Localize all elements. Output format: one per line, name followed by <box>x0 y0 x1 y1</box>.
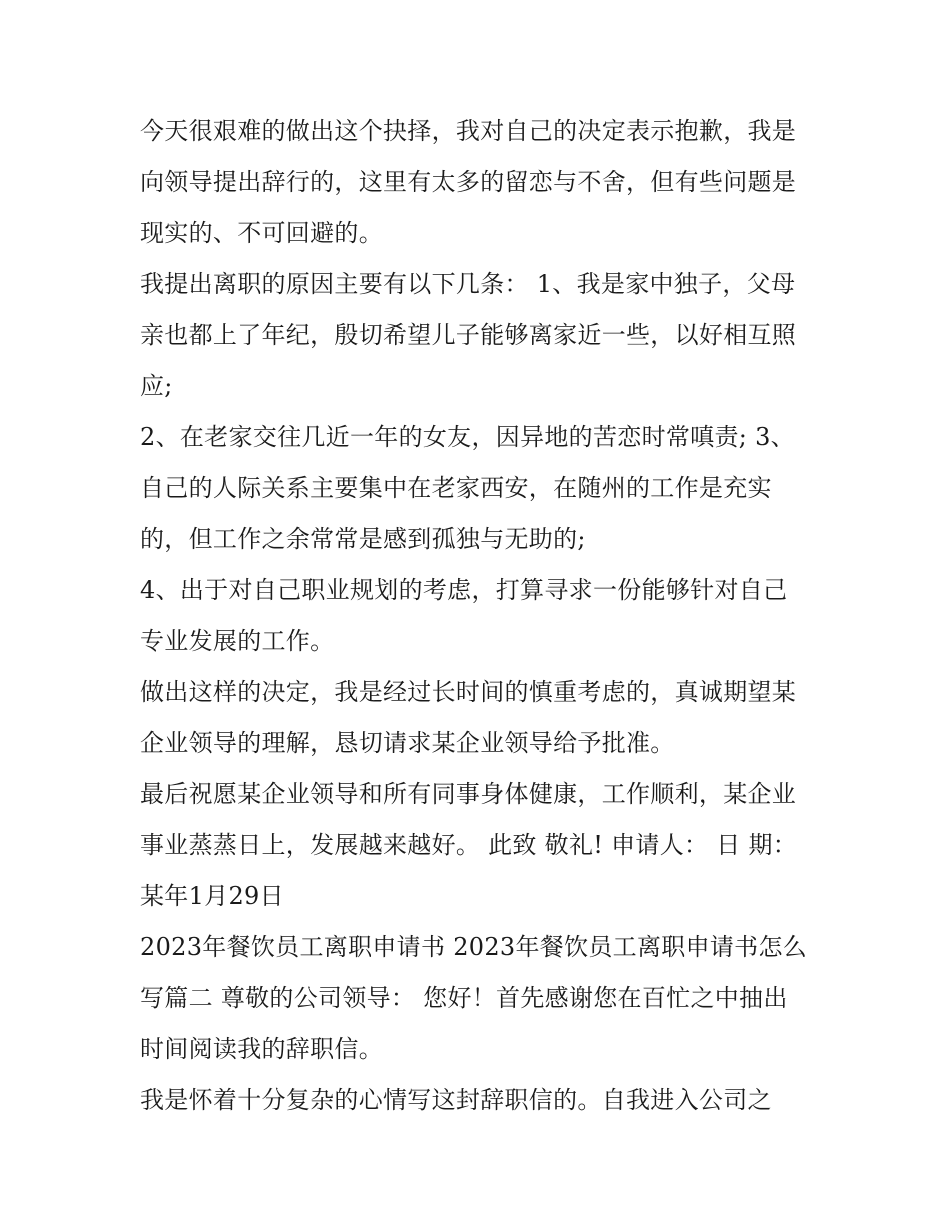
text-line: 最后祝愿某企业领导和所有同事身体健康，工作顺利，某企业 <box>140 780 797 808</box>
text-line: 企业领导的理解，恳切请求某企业领导给予批准。 <box>140 729 675 757</box>
text-line: 应; <box>140 372 173 400</box>
text-line: 现实的、不可回避的。 <box>140 219 383 247</box>
text-line: 的，但工作之余常常是感到孤独与无助的; <box>140 525 586 553</box>
text-line: 自己的人际关系主要集中在老家西安，在随州的工作是充实 <box>140 474 772 502</box>
text-line: 某年1月29日 <box>140 882 284 910</box>
text-line: 2023年餐饮员工离职申请书 2023年餐饮员工离职申请书怎么 <box>140 933 808 961</box>
text-line: 亲也都上了年纪，殷切希望儿子能够离家近一些，以好相互照 <box>140 321 797 349</box>
text-line: 2、在老家交往几近一年的女友，因异地的苦恋时常嗔责; 3、 <box>140 423 795 451</box>
text-line: 我提出离职的原因主要有以下几条： 1、我是家中独子，父母 <box>140 270 796 298</box>
document-body <box>140 106 820 1126</box>
text-line: 向领导提出辞行的，这里有太多的留恋与不舍，但有些问题是 <box>140 168 797 196</box>
text-line: 专业发展的工作。 <box>140 627 335 655</box>
text-line: 今天很艰难的做出这个抉择，我对自己的决定表示抱歉，我是 <box>140 117 797 145</box>
text-line: 做出这样的决定，我是经过长时间的慎重考虑的，真诚期望某 <box>140 678 797 706</box>
text-line: 4、出于对自己职业规划的考虑，打算寻求一份能够针对自己 <box>140 576 788 604</box>
text-line: 写篇二 尊敬的公司领导： 您好！首先感谢您在百忙之中抽出 <box>140 984 788 1012</box>
text-line: 我是怀着十分复杂的心情写这封辞职信的。自我进入公司之 <box>140 1086 772 1114</box>
text-line: 事业蒸蒸日上，发展越来越好。 此致 敬礼! 申请人： 日 期： <box>140 831 798 859</box>
text-line: 时间阅读我的辞职信。 <box>140 1035 383 1063</box>
